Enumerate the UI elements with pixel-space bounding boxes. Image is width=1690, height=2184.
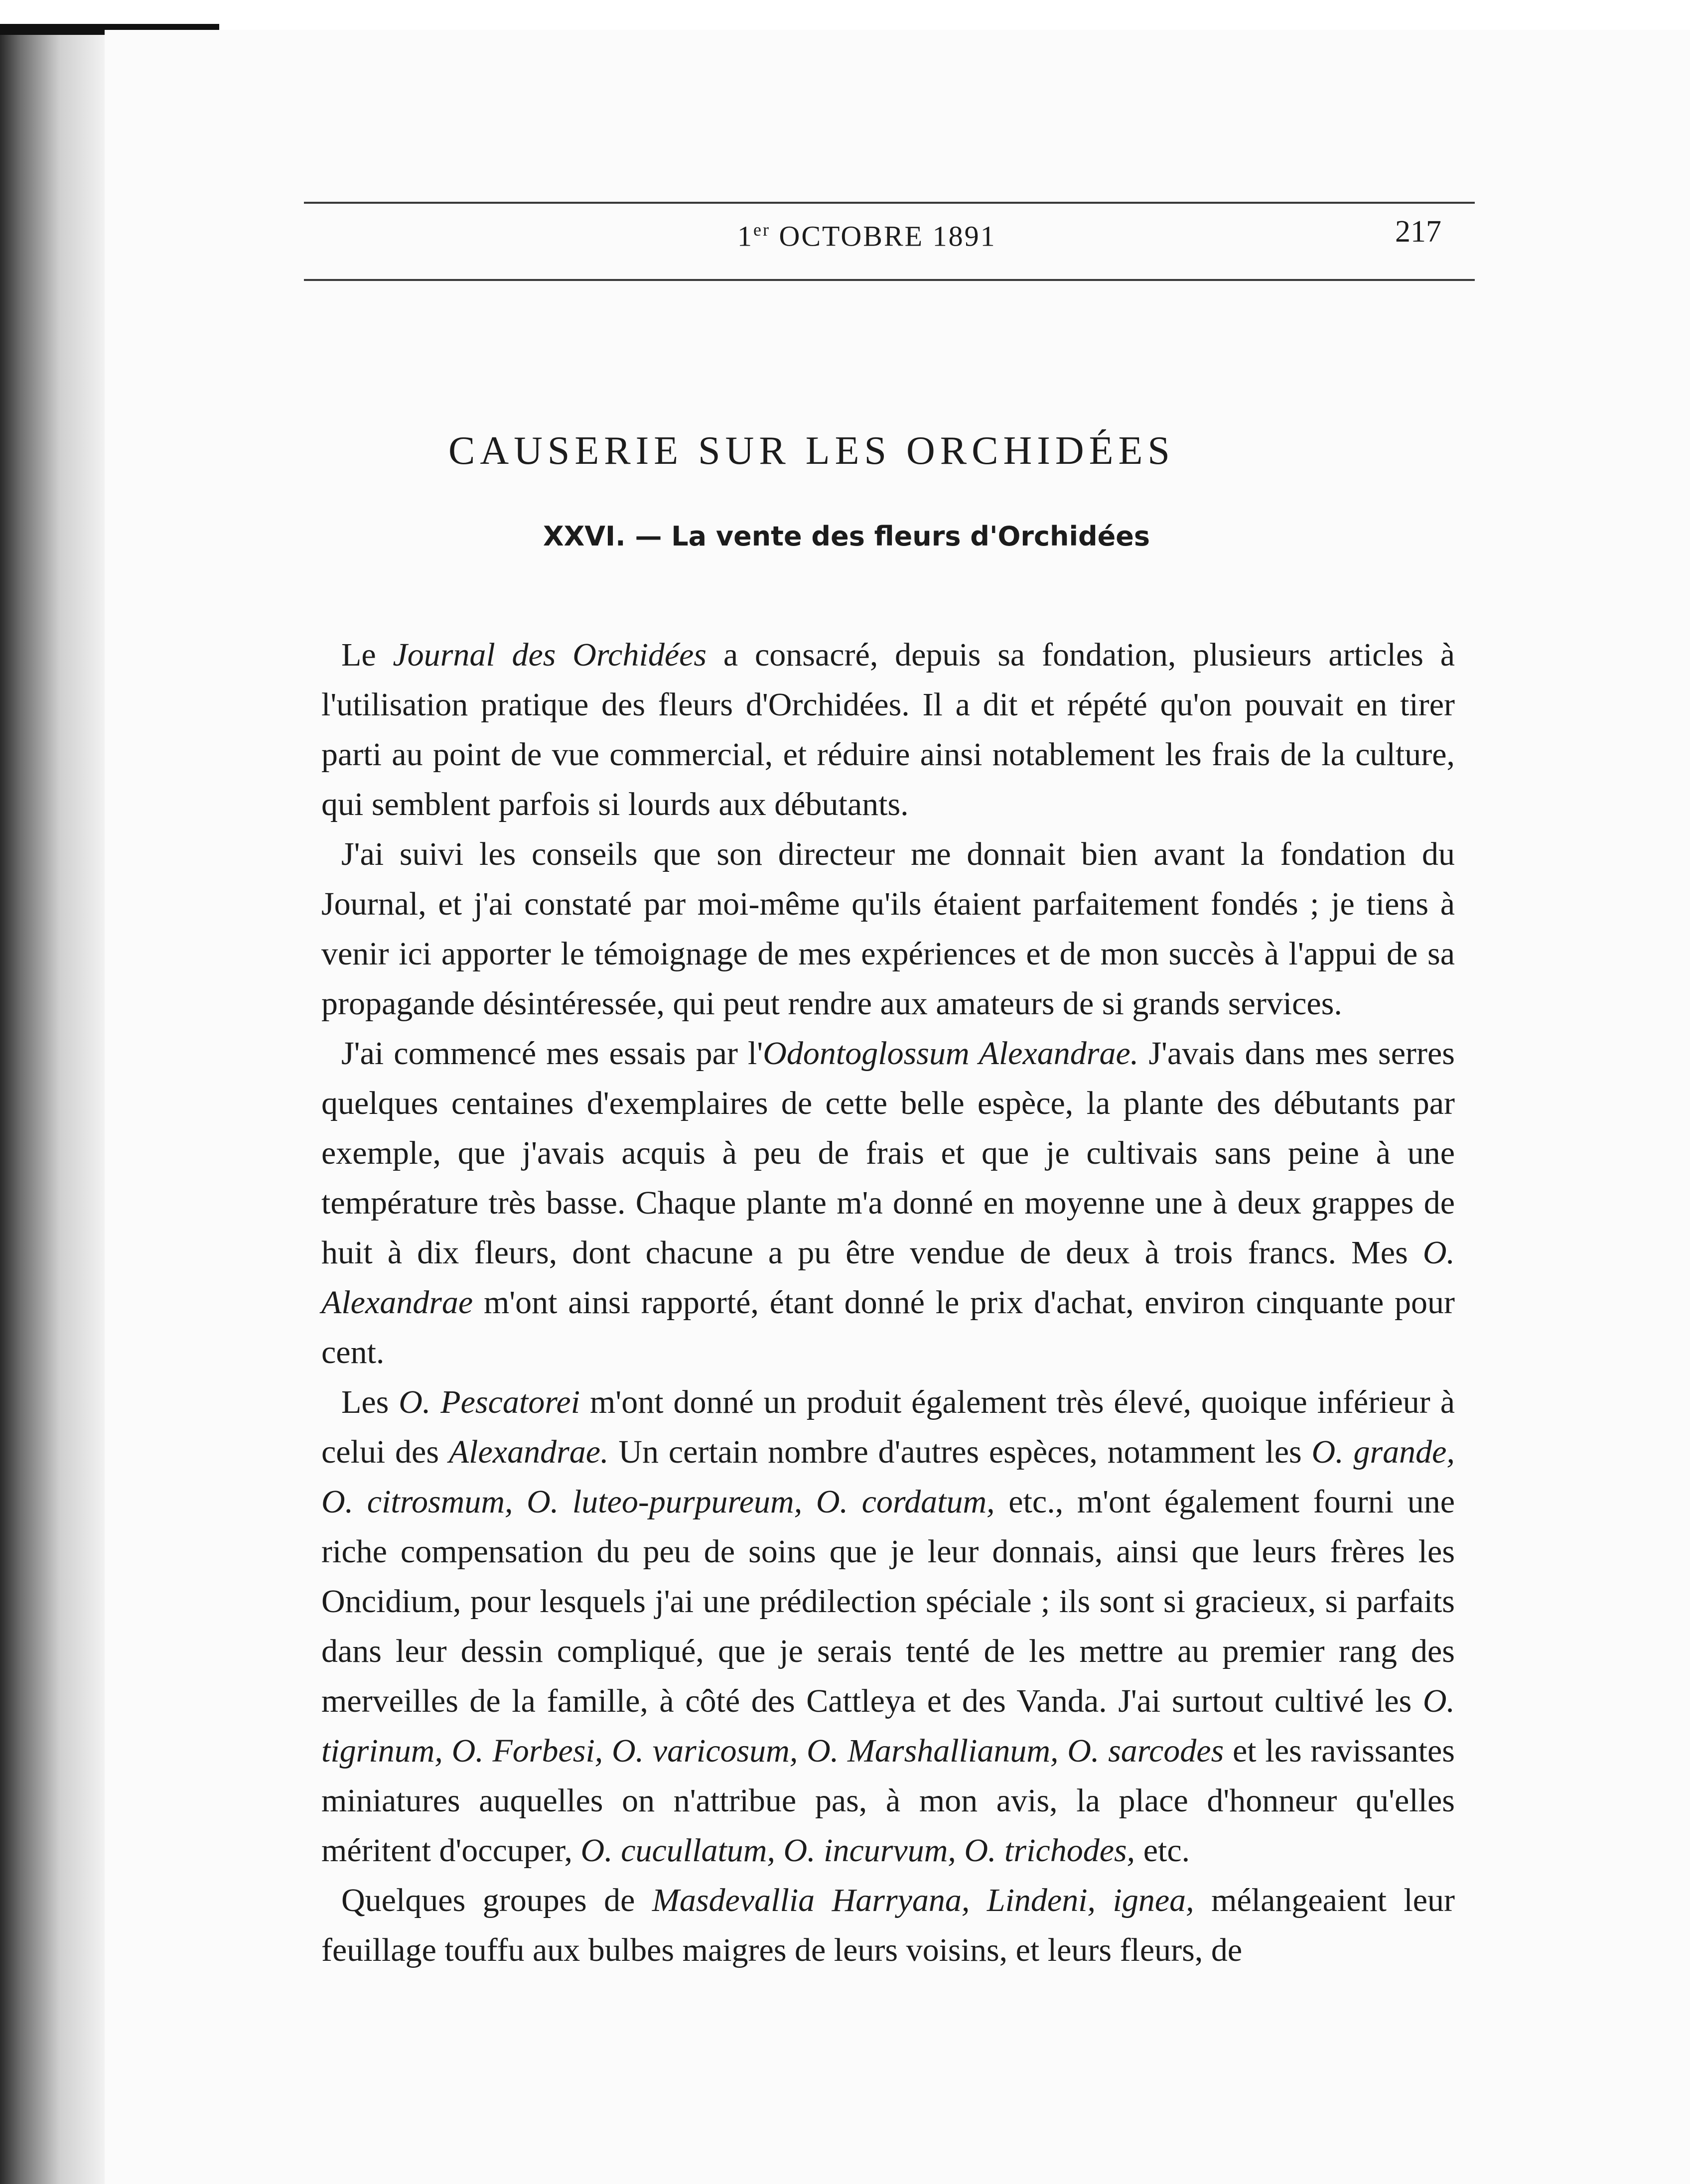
species-name: Alexandrae.: [448, 1434, 609, 1470]
date-superscript: er: [753, 220, 770, 240]
page-number: 217: [1395, 215, 1441, 249]
species-name: O. Pescatorei: [399, 1384, 580, 1420]
text-run: Quelques groupes de: [341, 1882, 652, 1918]
text-run: Le: [341, 637, 393, 673]
text-run: J'avais dans mes serres quelques centaines d'exemplaires de cette belle espèce, la plante des débutants par exemple, que j'avais acquis à peu de frais et que je cultivais sans peine à une température très basse. Chaque plante m'a donné en moyenne une à deux grappes de huit à dix fleurs, dont chacune a pu être vendue de deux à trois francs. Mes: [321, 1035, 1455, 1271]
paragraph-4: [321, 1377, 1455, 1876]
document-page: [105, 30, 1690, 2184]
header-rule-top: [304, 202, 1475, 204]
species-name: Odontoglossum Alexandrae.: [763, 1035, 1139, 1072]
text-run: m'ont ainsi rapporté, étant donné le prix d'achat, environ cinquante pour cent.: [321, 1284, 1455, 1370]
paragraph-2: [321, 829, 1455, 1029]
text-run: et les ravissantes miniatures auquelles on n'attribue pas, à mon avis, la place d'honneur qu'elles méritent d'occuper,: [321, 1733, 1455, 1869]
species-name: O. grande, O. citrosmum, O. luteo-purpureum, O. cordatum,: [321, 1434, 1455, 1520]
article-body: [321, 630, 1455, 1975]
text-run: m'ont donné un produit également très élevé, quoique inférieur à celui des: [321, 1384, 1455, 1470]
article-subtitle: XXVI. — La vente des fleurs d'Orchidées: [543, 521, 1150, 552]
text-run: mélangeaient leur feuillage touffu aux bulbes maigres de leurs voisins, et leurs fleurs, de: [321, 1882, 1455, 1968]
header-rule-bottom: [304, 279, 1475, 281]
species-name: O. cucullatum, O. incurvum, O. trichodes,: [580, 1832, 1135, 1869]
running-head-date: [737, 219, 1136, 253]
text-run: Les: [341, 1384, 399, 1420]
date-ordinal: 1: [737, 220, 753, 253]
species-name: O. tigrinum, O. Forbesi, O. varicosum, O. Marshallianum, O. sarcodes: [321, 1683, 1455, 1769]
journal-name: Journal des Orchidées: [393, 637, 707, 673]
paragraph-3: [321, 1029, 1455, 1377]
species-name: Masdevallia Harryana, Lindeni, ignea,: [652, 1882, 1194, 1918]
paragraph-5: [321, 1876, 1455, 1975]
text-run: etc.: [1135, 1832, 1190, 1869]
paragraph-1: [321, 630, 1455, 829]
date-text: OCTOBRE 1891: [770, 220, 996, 253]
text-run: etc., m'ont également fourni une riche compensation du peu de soins que je leur donnais, ainsi que leurs frères les Oncidium, pour lesquels j'ai une prédilection spéciale ; ils sont si gracieux, si parfaits dans leur dessin compliqué, que je serais tenté de les mettre au premier rang des merveilles de la famille, à côté des Cattleya et des Vanda. J'ai surtout cultivé les: [321, 1484, 1455, 1719]
text-run: a consacré, depuis sa fondation, plusieurs articles à l'utilisation pratique des fleurs d'Orchidées. Il a dit et répété qu'on pouvait en tirer parti au point de vue commercial, et réduire ainsi notablement les frais de la culture, qui semblent parfois si lourds aux débutants.: [321, 637, 1455, 822]
scan-shadow-left: [0, 24, 105, 2184]
article-title: CAUSERIE SUR LES ORCHIDÉES: [448, 429, 1175, 473]
text-run: Un certain nombre d'autres espèces, notamment les: [608, 1434, 1312, 1470]
species-name: O. Alexandrae: [321, 1234, 1455, 1321]
text-run: J'ai commencé mes essais par l': [341, 1035, 763, 1072]
text-run: J'ai suivi les conseils que son directeur me donnait bien avant la fondation du Journal, et j'ai constaté par moi-même qu'ils étaient parfaitement fondés ; je tiens à venir ici apporter le témoignage de mes expériences et de mon succès à l'appui de sa propagande désintéressée, qui peut rendre aux amateurs de si grands services.: [321, 836, 1455, 1022]
